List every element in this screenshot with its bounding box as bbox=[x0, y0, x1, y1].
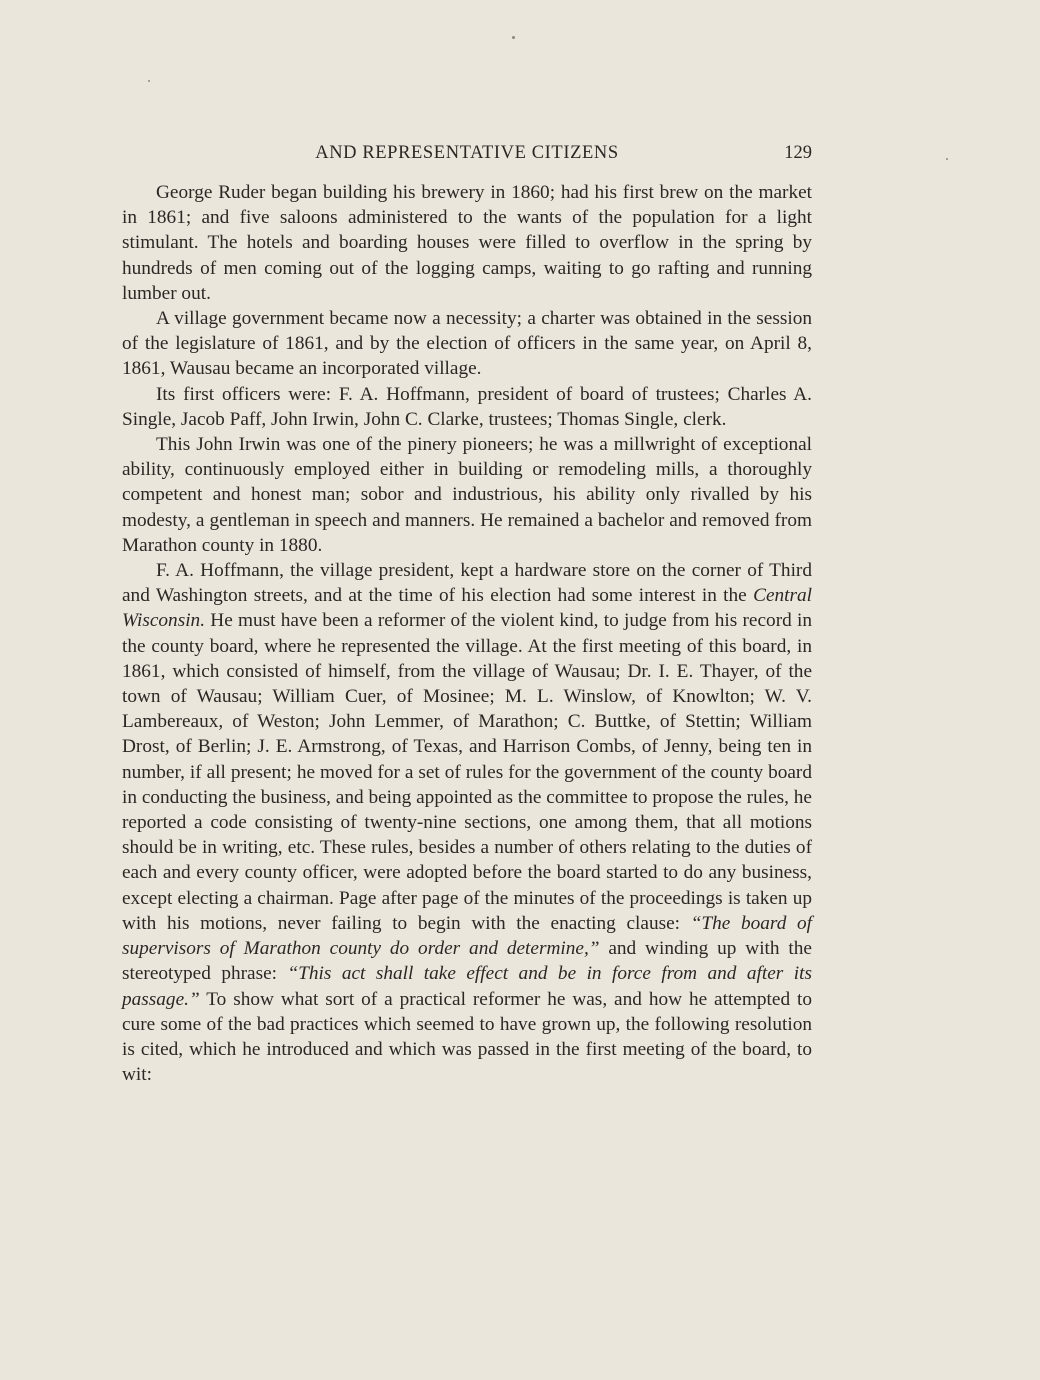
paragraph-john-irwin: This John Irwin was one of the pinery pioneers; he was a millwright of exceptional ability, continuously employed either in building or remodeling mills, a thoroughly competent and honest man; sobor and industrious, his ability only rivalled by his modesty, a gentleman in speech and manners. He remained a bachelor and removed from Marathon county in 1880. bbox=[122, 434, 812, 556]
paper-speck bbox=[946, 158, 948, 160]
italic-enacting-clause: “The board of supervisors of Marathon county do order and determine,” bbox=[122, 912, 813, 960]
paragraph-brewery: George Ruder began building his brewery in 1860; had his first brew on the market in 1861; and five saloons administered to the wants of the population for a light stimulant. The hotels and boarding houses were filled to overflow in the spring by hundreds of men coming out of the logging camps, waiting to go rafting and running lumber out. bbox=[122, 182, 812, 304]
text-run: F. A. Hoffmann, the village president, kept a hardware store on the corner of Third and Washington streets, and at the time of his election had some interest in the bbox=[122, 560, 812, 607]
page-number: 129 bbox=[784, 143, 812, 163]
paper-speck bbox=[512, 36, 515, 39]
header-title: AND REPRESENTATIVE CITIZENS bbox=[315, 143, 619, 163]
text-run: and winding up with the stereotyped phrase: bbox=[122, 938, 812, 985]
text-run: He must have been a reformer of the violent kind, to judge from his record in the county board, where he represented the village. At the first meeting of this board, in 1861, which consisted of himself, from the village of Wausau; Dr. I. E. Thayer, of the town of Wausau; William Cuer, of Mosinee; M. L. Winslow, of Knowlton; W. V. Lambereaux, of Weston; John Lemmer, of Marathon; C. Buttke, of Stettin; William Drost, of Berlin; J. E. Armstrong, of Texas, and Harrison Combs, of Jenny, being ten in number, if all present; he moved for a set of rules for the government of the county board in conducting the business, and being appointed as the committee to propose the rules, he reported a code consisting of twenty-nine sections, one among them, that all motions should be in writing, etc. These rules, besides a number of others relating to the duties of each and every county officer, were adopted before the board started to do any business, except electing a chairman. Page after page of the minutes of the proceedings is taken up with his motions, never failing to begin with the enacting clause: bbox=[122, 610, 812, 934]
paper-speck bbox=[148, 80, 150, 82]
text-run: To show what sort of a practical reformer he was, and how he attempted to cure some of the bad practices which seemed to have grown up, the following resolution is cited, which he introduced and which was passed in the first meeting of the board, to wit: bbox=[122, 988, 812, 1086]
italic-closing-phrase: “This act shall take effect and be in force from and after its passage.” bbox=[122, 963, 812, 1010]
running-header bbox=[122, 140, 812, 168]
body-text bbox=[122, 180, 812, 1087]
italic-newspaper-title: Central Wisconsin. bbox=[122, 585, 812, 632]
paragraph-village-government: A village government became now a necessity; a charter was obtained in the session of the legislature of 1861, and by the election of officers in the same year, on April 8, 1861, Wausau became an incorporated village. bbox=[122, 308, 812, 380]
paragraph-hoffmann bbox=[122, 558, 812, 1087]
paragraph-first-officers: Its first officers were: F. A. Hoffmann, president of board of trustees; Charles A. Single, Jacob Paff, John Irwin, John C. Clarke, trustees; Thomas Single, clerk. bbox=[122, 383, 812, 430]
